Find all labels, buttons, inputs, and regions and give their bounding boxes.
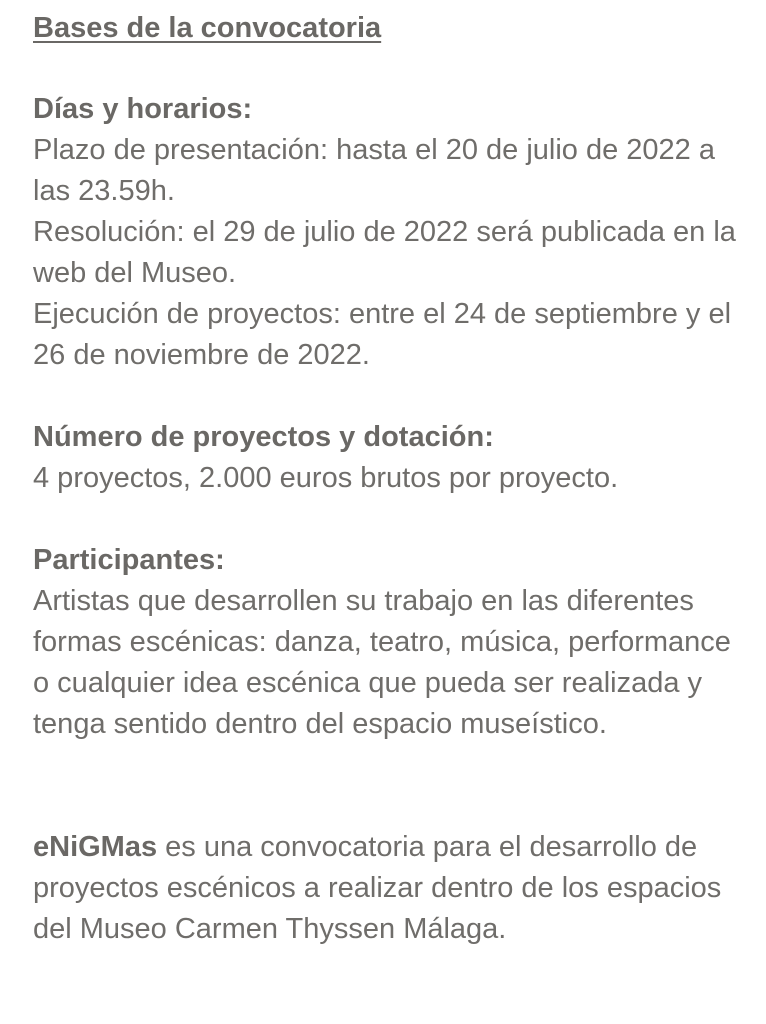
section-numero-proyectos — [33, 417, 738, 499]
brand-name: eNiGMas — [33, 831, 158, 863]
plazo-presentacion-text: Plazo de presentación: hasta el 20 de julio de 2022 a las 23.59h. — [33, 134, 715, 207]
document-title: Bases de la convocatoria — [33, 12, 382, 44]
section-heading: Participantes: — [33, 544, 225, 576]
participantes-text: Artistas que desarrollen su trabajo en las diferentes formas escénicas: danza, teatro, música, performance o cualquier idea escénica que pueda ser realizada y tenga sentido dentro del espacio museístico. — [33, 585, 731, 740]
outro-paragraph — [33, 827, 738, 950]
resolucion-text: Resolución: el 29 de julio de 2022 será publicada en la web del Museo. — [33, 216, 736, 289]
section-body — [33, 581, 738, 745]
section-body — [33, 458, 738, 499]
ejecucion-proyectos-text: Ejecución de proyectos: entre el 24 de septiembre y el 26 de noviembre de 2022. — [33, 298, 732, 371]
section-heading: Días y horarios: — [33, 93, 253, 125]
outro-text — [33, 827, 738, 950]
section-heading: Número de proyectos y dotación: — [33, 421, 494, 453]
section-dias-y-horarios — [33, 89, 738, 376]
section-participantes — [33, 540, 738, 745]
dotacion-text: 4 proyectos, 2.000 euros brutos por proyecto. — [33, 462, 619, 494]
outro-body: es una convocatoria para el desarrollo de proyectos escénicos a realizar dentro de los espacios del Museo Carmen Thyssen Málaga. — [33, 831, 722, 945]
section-body — [33, 130, 738, 376]
